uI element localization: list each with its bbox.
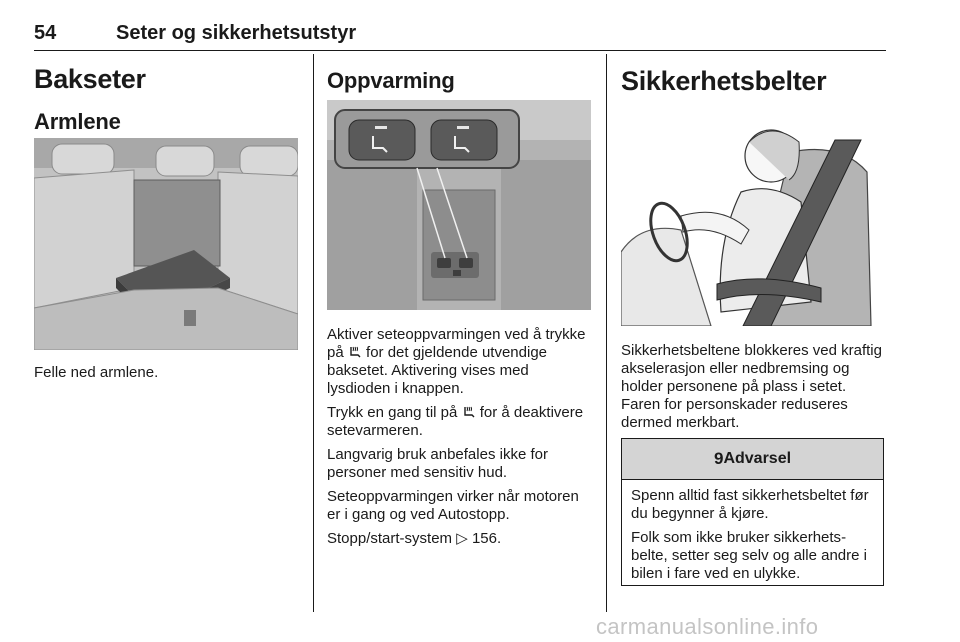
- watermark: carmanualsonline.info: [596, 614, 819, 639]
- warning-header: [622, 439, 883, 480]
- heating-paragraph-4: Seteoppvarmingen virker når motoren er i gang og ved Autostopp.: [327, 488, 579, 523]
- seat-heating-icon: [348, 345, 362, 359]
- column-divider: [606, 54, 607, 612]
- warning-box: [621, 438, 884, 586]
- page-number: 54: [34, 22, 57, 44]
- heating-paragraph-1: Aktiver seteoppvarmingen ved å trykke på for det gjeldende utvendige baksetet. Aktivering vises med lysdioden i knappen.: [327, 326, 586, 397]
- section-title: Oppvarming: [327, 68, 455, 93]
- heating-paragraph-5: Stopp/start-system ▷ 156.: [327, 530, 502, 547]
- warning-paragraph-1: Spenn alltid fast sikkerhetsbeltet før du begynner å kjøre.: [631, 487, 869, 522]
- page-reference-link[interactable]: 156.: [471, 530, 502, 547]
- seat-heating-icon: [462, 405, 476, 419]
- page-header: [34, 16, 886, 51]
- column-heating: [327, 54, 591, 94]
- seat-heating-image: [327, 100, 591, 310]
- heating-paragraph-2: Trykk en gang til på for å deaktivere setevarmeren.: [327, 404, 584, 439]
- column-seat-belts: [621, 54, 886, 97]
- heating-paragraph-3: Langvarig bruk anbefales ikke for personer med sensitiv hud.: [327, 446, 548, 481]
- column-divider: [313, 54, 314, 612]
- armrest-image: [34, 138, 298, 350]
- subsection-title: Armlene: [34, 109, 121, 134]
- warning-title: Advarsel: [723, 450, 792, 467]
- chapter-title: Seter og sikkerhetsutstyr: [116, 22, 357, 44]
- warning-paragraph-2: Folk som ikke bruker sikkerhetsbelte, setter seg selv og alle andre i bilen i fare ved en ulykke.: [631, 529, 867, 582]
- armrest-caption: Felle ned armlene.: [34, 364, 159, 381]
- warning-icon: 9: [713, 449, 724, 468]
- belts-paragraph-1: Sikkerhetsbeltene blokkeres ved kraftig akselerasjon eller nedbremsing og holder personene på plass i setet. Faren for personskader reduseres dermed merkbart.: [621, 342, 882, 431]
- seat-belt-image: [621, 112, 885, 326]
- page-ref-icon: ▷: [456, 530, 468, 547]
- section-title: Bakseter: [34, 64, 146, 94]
- column-rear-seat: [34, 54, 298, 135]
- section-title: Sikkerhetsbelter: [621, 66, 827, 96]
